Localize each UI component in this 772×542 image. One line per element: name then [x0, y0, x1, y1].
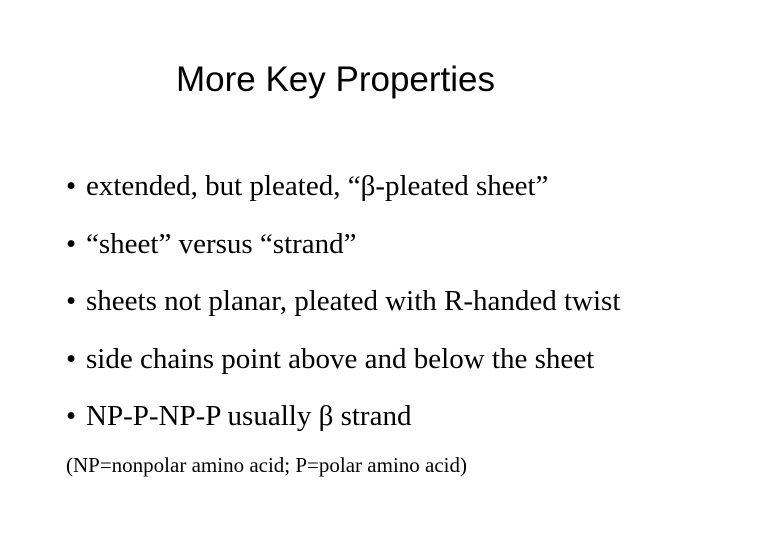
- bullet-icon: •: [66, 342, 77, 375]
- bullet-list: [66, 167, 620, 455]
- bullet-icon: •: [66, 170, 77, 202]
- footnote: (NP=nonpolar amino acid; P=polar amino acid): [66, 453, 468, 477]
- bullet-text: “sheet” versus “strand”: [86, 227, 357, 260]
- bullet-item: [66, 340, 620, 398]
- bullet-text: extended, but pleated, “β-pleated sheet”: [86, 170, 549, 202]
- bullet-icon: •: [66, 400, 77, 432]
- bullet-text: sheets not planar, pleated with R-handed twist: [86, 285, 621, 317]
- bullet-text: NP-P-NP-P usually β strand: [86, 400, 412, 432]
- bullet-item: [66, 397, 620, 455]
- bullet-item: [66, 225, 620, 283]
- bullet-item: [66, 282, 620, 340]
- bullet-icon: •: [66, 285, 77, 317]
- bullet-text: side chains point above and below the sheet: [86, 342, 595, 375]
- bullet-item: [66, 167, 620, 225]
- slide-title: More Key Properties: [176, 60, 496, 99]
- bullet-icon: •: [66, 227, 77, 260]
